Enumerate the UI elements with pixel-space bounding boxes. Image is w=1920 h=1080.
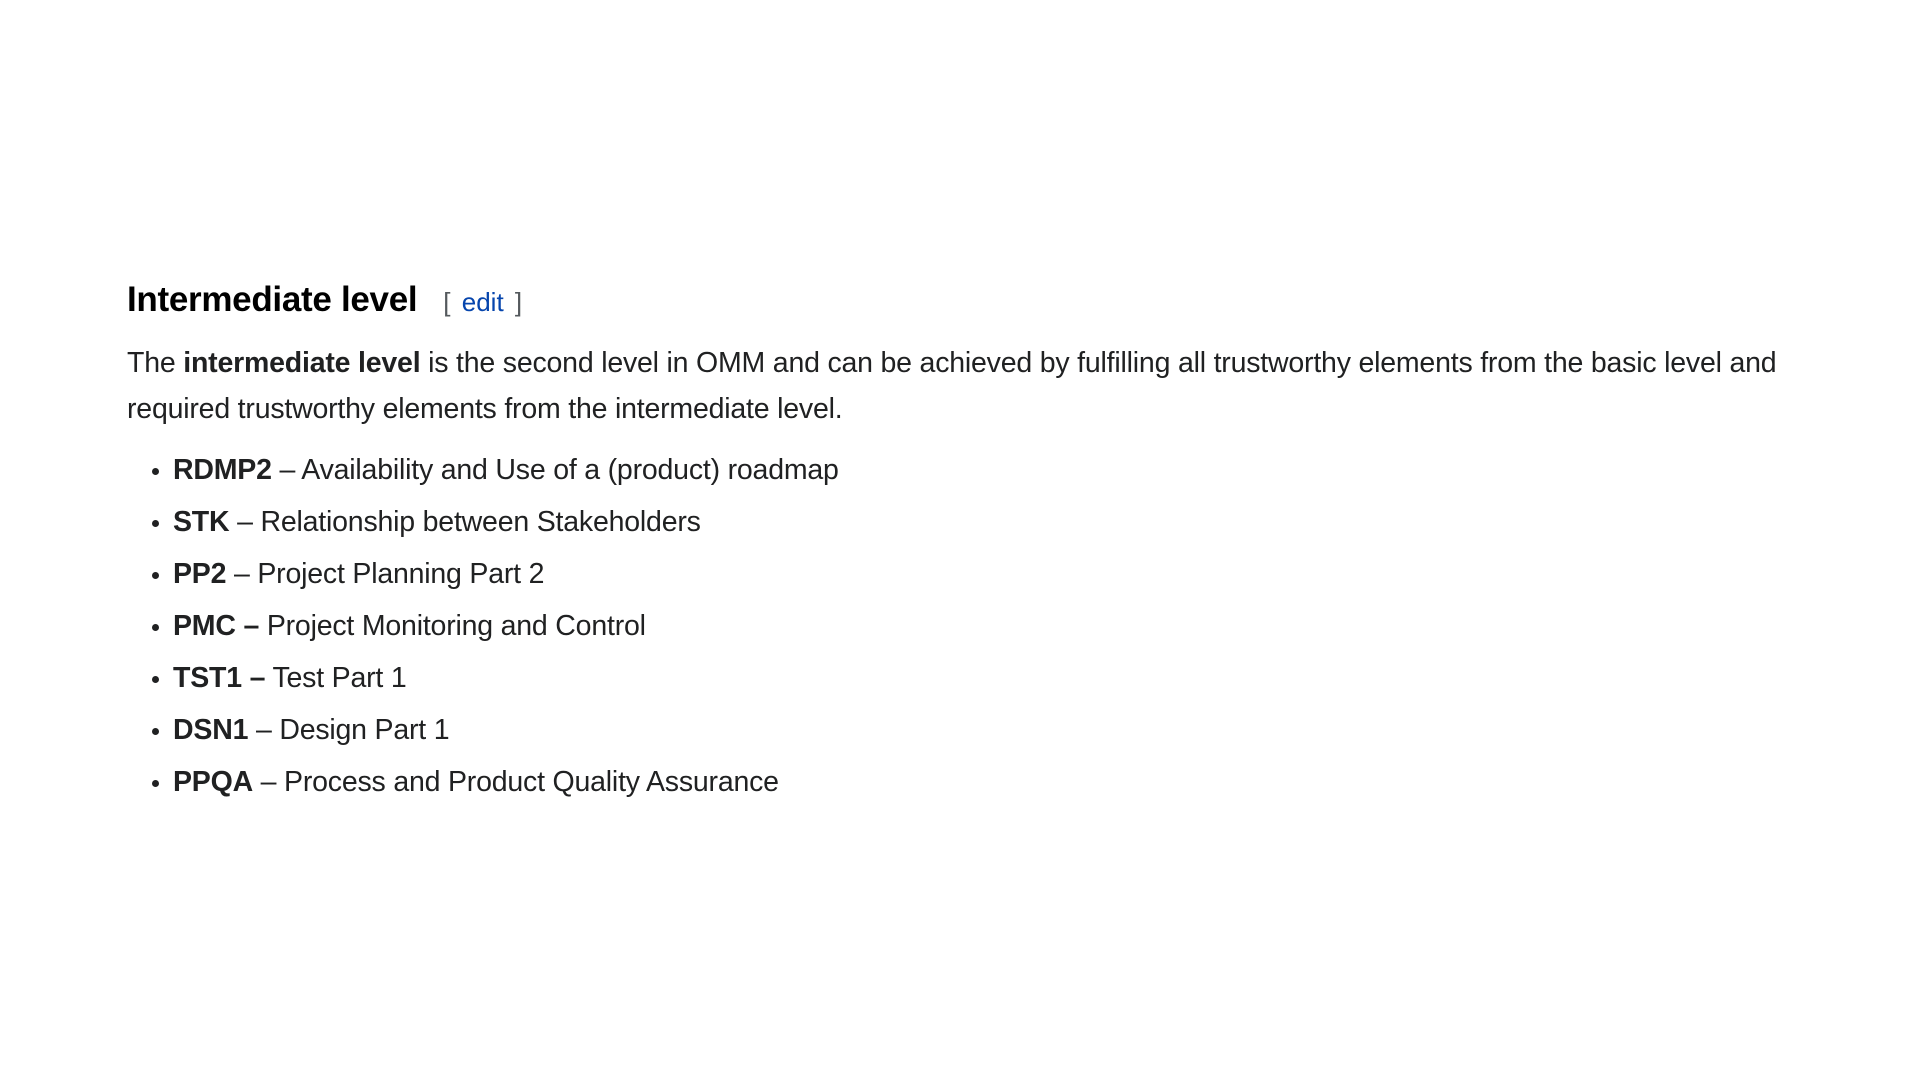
element-code: PPQA [173,766,253,798]
edit-open-bracket: [ [443,287,451,317]
element-description: Project Monitoring and Control [259,610,646,642]
intro-suffix: is the second level in OMM and can be achieved by fulfilling all trustworthy elements from the basic level and required trustworthy elements from the intermediate level. [127,347,1777,425]
element-description: – Process and Product Quality Assurance [252,766,779,798]
intro-bold-term: intermediate level [183,347,421,379]
trustworthy-elements-list [127,444,1827,808]
list-item [149,704,1827,756]
edit-link[interactable]: edit [461,287,504,317]
list-item [149,548,1827,600]
list-item [149,652,1827,704]
article-section [127,280,1827,808]
intro-paragraph [127,340,1827,432]
element-code: DSN1 [173,714,249,746]
bullet-icon [152,728,159,735]
element-description: – Project Planning Part 2 [226,558,545,590]
bullet-icon [152,520,159,527]
element-code: TST1 – [173,662,266,694]
bullet-icon [152,624,159,631]
element-code: RDMP2 [173,454,272,486]
intro-prefix: The [127,347,184,379]
list-item [149,444,1827,496]
edit-section-control [443,287,522,318]
bullet-icon [152,468,159,475]
bullet-icon [152,572,159,579]
element-description: – Design Part 1 [248,714,450,746]
element-code: PMC – [173,610,260,642]
edit-close-bracket: ] [514,287,523,317]
section-heading: Intermediate level [127,280,418,319]
element-code: PP2 [173,558,227,590]
section-heading-row [127,280,1827,320]
element-code: STK [173,506,230,538]
element-description: Test Part 1 [265,662,407,694]
element-description: – Relationship between Stakeholders [229,506,701,538]
bullet-icon [152,780,159,787]
list-item [149,756,1827,808]
element-description: – Availability and Use of a (product) roadmap [271,454,839,486]
list-item [149,496,1827,548]
bullet-icon [152,676,159,683]
list-item [149,600,1827,652]
